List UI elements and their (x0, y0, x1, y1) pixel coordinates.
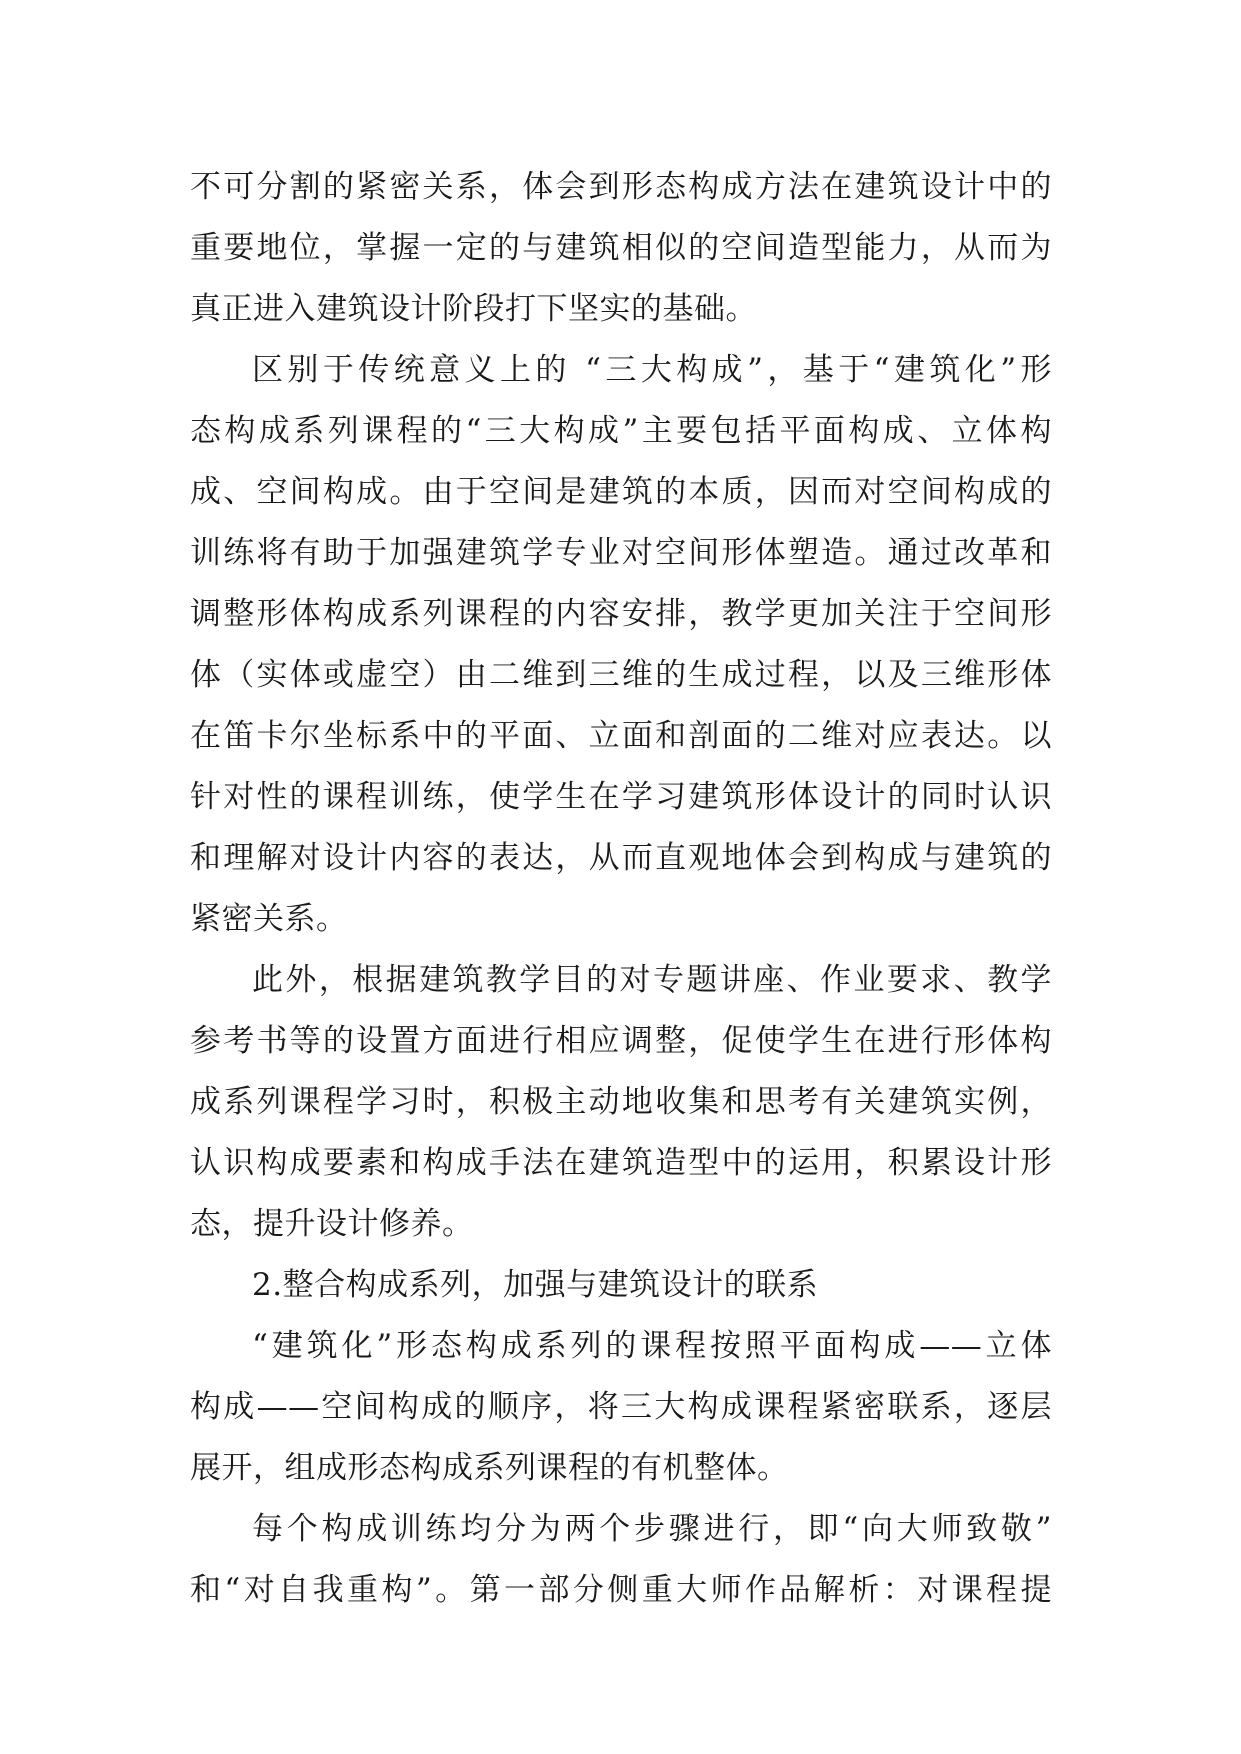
text-line: 每个构成训练均分为两个步骤进行，即“向大师致敬” (252, 1511, 1052, 1547)
text-line: 重要地位，掌握一定的与建筑相似的空间造型能力，从而为 (190, 230, 1052, 266)
text-line: 和理解对设计内容的表达，从而直观地体会到构成与建筑的 (190, 840, 1052, 876)
text-line: 真正进入建筑设计阶段打下坚实的基础。 (190, 291, 757, 327)
paragraph (190, 340, 1052, 950)
text-line: 不可分割的紧密关系，体会到形态构成方法在建筑设计中的 (190, 169, 1052, 205)
paragraph (190, 950, 1052, 1255)
text-line: “建筑化”形态构成系列的课程按照平面构成——立体 (252, 1328, 1052, 1364)
paragraph (190, 1499, 1052, 1621)
text-line: 和“对自我重构”。第一部分侧重大师作品解析：对课程提 (190, 1572, 1052, 1608)
text-line: 参考书等的设置方面进行相应调整，促使学生在进行形体构 (190, 1023, 1052, 1059)
text-line: 态构成系列课程的“三大构成”主要包括平面构成、立体构 (190, 413, 1052, 449)
text-line: 构成——空间构成的顺序，将三大构成课程紧密联系，逐层 (190, 1389, 1052, 1425)
text-line: 训练将有助于加强建筑学专业对空间形体塑造。通过改革和 (190, 535, 1052, 571)
section-heading (190, 1255, 1052, 1316)
paragraph (190, 1316, 1052, 1499)
text-line: 体（实体或虚空）由二维到三维的生成过程，以及三维形体 (190, 657, 1052, 693)
paragraph (190, 157, 1052, 340)
text-line: 态，提升设计修养。 (190, 1206, 474, 1242)
text-line: 展开，组成形态构成系列课程的有机整体。 (190, 1450, 789, 1486)
text-line: 2.整合构成系列，加强与建筑设计的联系 (252, 1267, 819, 1303)
text-line: 成系列课程学习时，积极主动地收集和思考有关建筑实例， (190, 1084, 1052, 1120)
body-text (190, 157, 1052, 1621)
text-line: 在笛卡尔坐标系中的平面、立面和剖面的二维对应表达。以 (190, 718, 1052, 754)
text-line: 此外，根据建筑教学目的对专题讲座、作业要求、教学 (252, 962, 1052, 998)
text-line: 调整形体构成系列课程的内容安排，教学更加关注于空间形 (190, 596, 1052, 632)
text-line: 成、空间构成。由于空间是建筑的本质，因而对空间构成的 (190, 474, 1052, 510)
text-line: 紧密关系。 (190, 901, 348, 937)
text-line: 区别于传统意义上的 “三大构成”，基于“建筑化”形 (252, 352, 1052, 388)
text-line: 针对性的课程训练，使学生在学习建筑形体设计的同时认识 (190, 779, 1052, 815)
text-line: 认识构成要素和构成手法在建筑造型中的运用，积累设计形 (190, 1145, 1052, 1181)
